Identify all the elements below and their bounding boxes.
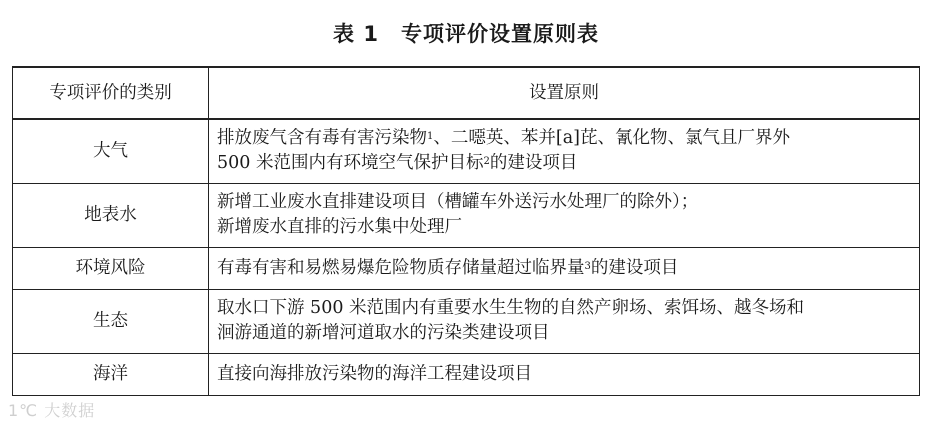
table-row [13, 119, 920, 183]
principle-line: 新增废水直排的污水集中处理厂 [217, 217, 462, 237]
principle-cell [209, 183, 920, 247]
principle-line [217, 151, 911, 176]
principle-line: 直接向海排放污染物的海洋工程建设项目 [217, 363, 532, 384]
text-segment: 排放废气含有毒有害污染物 [217, 128, 427, 149]
table-header-row [13, 67, 920, 119]
category-cell: 海洋 [13, 353, 209, 395]
table-row [13, 353, 920, 395]
header-principle: 设置原则 [209, 67, 920, 119]
table-row [13, 289, 920, 353]
text-segment: 的建设项目 [489, 153, 578, 174]
principles-table [12, 66, 920, 396]
text-segment: 500 米范围内有环境空气保护目标 [217, 153, 484, 174]
category-cell: 大气 [13, 119, 209, 183]
principle-cell [209, 353, 920, 395]
text-segment: 的建设项目 [590, 257, 679, 278]
principle-line [217, 126, 911, 151]
principle-line: 取水口下游 500 米范围内有重要水生生物的自然产卵场、索饵场、越冬场和 [217, 298, 805, 318]
watermark: 1℃ 大数据 [8, 401, 96, 420]
category-cell: 地表水 [13, 183, 209, 247]
table-number: 表 1 [333, 22, 379, 46]
footnote-marker: 2 [483, 156, 490, 168]
text-segment: 、二噁英、苯并[a]芘、氰化物、氯气且厂界外 [433, 128, 790, 149]
table-row [13, 183, 920, 247]
principle-line [217, 256, 911, 281]
principle-line: 新增工业废水直排建设项目（槽罐车外送污水处理厂的除外）； [217, 192, 699, 212]
principle-cell [209, 247, 920, 289]
table-title-text: 专项评价设置原则表 [400, 22, 599, 46]
principle-cell [209, 119, 920, 183]
footnote-marker: 1 [427, 131, 434, 143]
principle-cell [209, 289, 920, 353]
footnote-marker: 3 [584, 260, 591, 272]
category-cell: 生态 [13, 289, 209, 353]
category-cell: 环境风险 [13, 247, 209, 289]
text-segment: 有毒有害和易燃易爆危险物质存储量超过临界量 [217, 257, 585, 278]
table-row [13, 247, 920, 289]
table-title [0, 18, 932, 48]
header-category: 专项评价的类别 [13, 67, 209, 119]
principle-line: 洄游通道的新增河道取水的污染类建设项目 [217, 323, 550, 343]
